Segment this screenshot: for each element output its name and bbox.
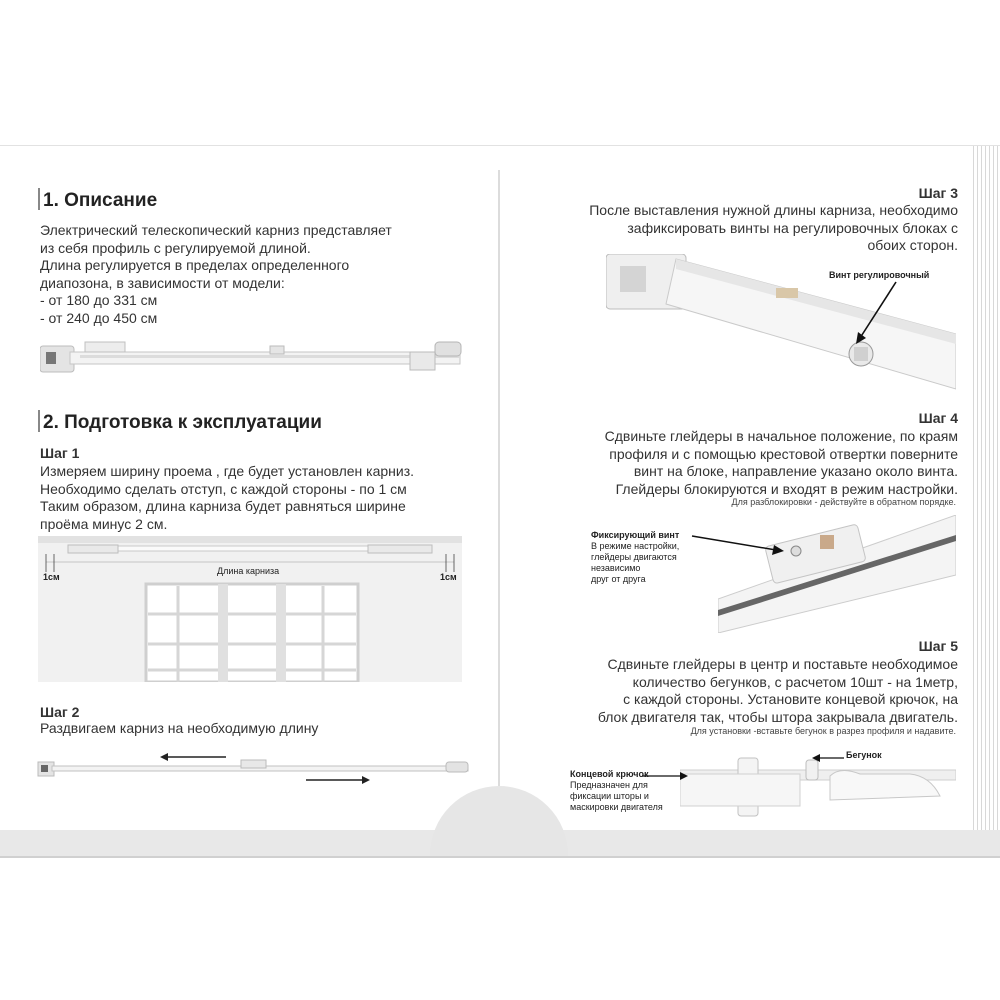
fixing-screw-arrow — [690, 530, 790, 560]
text-line: друг от друга — [591, 574, 646, 584]
text-line: маскировки двигателя — [570, 802, 663, 812]
text-line: проёма минус 2 см. — [40, 515, 168, 532]
cornice-photo — [40, 338, 470, 380]
step2-title: Шаг 2 — [40, 704, 80, 720]
text-line: из себя профиль с регулируемой длиной. — [40, 239, 311, 256]
step3-text — [589, 202, 958, 255]
step2-text: Раздвигаем карниз на необходимую длину — [40, 720, 319, 736]
text-line: количество бегунков, с расчетом 10шт - на 1метр, — [632, 673, 958, 690]
step4-text — [605, 428, 958, 498]
extended-cornice-illustration — [36, 748, 472, 788]
text-line: Сдвиньте глейдеры в начальное положение, по краям — [604, 428, 958, 444]
text-line: Таким образом, длина карниза будет равняться ширине — [40, 498, 406, 514]
offset-right-label: 1см — [440, 572, 457, 582]
text-line: - от 180 до 331 см — [40, 292, 158, 308]
text-line: Измеряем ширину проема , где будет установлен карниз. — [40, 463, 415, 479]
runner-label: Бегунок — [846, 750, 882, 760]
section1-title: 1. Описание — [38, 188, 157, 212]
step1-title: Шаг 1 — [40, 445, 80, 461]
text-line: обоих сторон. — [867, 237, 958, 253]
page-spine — [498, 170, 500, 830]
page-background — [0, 858, 1000, 1000]
step4-title: Шаг 4 — [918, 410, 958, 426]
text-line: - от 240 до 450 см — [40, 309, 158, 326]
text-line: Длина регулируется в пределах определенного — [40, 257, 350, 273]
fixing-screw-title: Фиксирующий винт — [591, 530, 680, 540]
text-line: блок двигателя так, чтобы штора закрывала двигатель. — [597, 708, 958, 725]
end-hook-photo — [680, 756, 956, 818]
step5-text — [598, 656, 958, 726]
text-line: Электрический телескопический карниз представляет — [40, 222, 392, 238]
window-illustration — [38, 536, 462, 682]
text-line: Глейдеры блокируются и входят в режим настройки. — [615, 480, 958, 497]
text-line: фиксации шторы и — [570, 791, 649, 801]
step5-note: Для установки -вставьте бегунок в разрез профиля и надавите. — [690, 726, 956, 736]
adjusting-screw-label: Винт регулировочный — [829, 270, 930, 280]
text-line: винт на блоке, направление указано около винта. — [633, 463, 958, 479]
text-line: профиля и с помощью крестовой отвертки поверните — [609, 445, 958, 462]
step4-note: Для разблокировки - действуйте в обратном порядке. — [731, 497, 956, 507]
text-line: После выставления нужной длины карниза, необходимо — [589, 202, 958, 218]
section2-title: 2. Подготовка к эксплуатации — [38, 410, 322, 434]
text-line: с каждой стороны. Установите концевой крючок, на — [623, 691, 958, 707]
step3-title: Шаг 3 — [918, 185, 958, 201]
text-line: зафиксировать винты на регулировочных блоках с — [627, 219, 958, 236]
text-line: В режиме настройки, — [591, 541, 680, 551]
fixing-screw-label — [591, 530, 679, 585]
page-top-border — [0, 145, 1000, 146]
adjusting-screw-arrow — [850, 280, 910, 350]
section1-description — [40, 222, 392, 327]
text-line: глейдеры двигаются — [591, 552, 677, 562]
text-line: Необходимо сделать отступ, с каждой стороны - по 1 см — [40, 480, 407, 497]
step5-title: Шаг 5 — [918, 638, 958, 654]
end-hook-title: Концевой крючок — [570, 769, 649, 779]
offset-left-label: 1см — [43, 572, 60, 582]
runner-arrow — [810, 752, 846, 764]
text-line: Предназначен для — [570, 780, 648, 790]
text-line: независимо — [591, 563, 641, 573]
text-line: диапозона, в зависимости от модели: — [40, 274, 285, 291]
step1-text — [40, 463, 414, 533]
end-hook-arrow — [640, 770, 690, 782]
cornice-length-label: Длина карниза — [217, 566, 280, 576]
page-edges — [971, 146, 1000, 858]
text-line: Сдвиньте глейдеры в центр и поставьте необходимое — [607, 656, 958, 672]
